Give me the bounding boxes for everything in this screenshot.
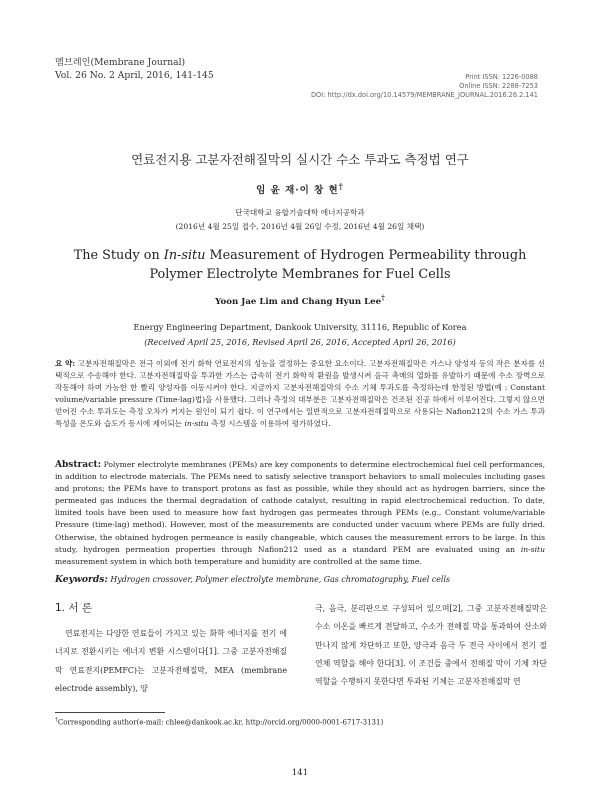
- korean-author-mark: †: [338, 182, 344, 191]
- footnote-text: Corresponding author(e-mail: chlee@dankook.ac.kr, http://orcid.org/0000-0001-6717-3131): [57, 718, 384, 727]
- keywords-text: Hydrogen crossover, Polymer electrolyte membrane, Gas chromatography, Fuel cells: [107, 575, 451, 584]
- print-issn: Print ISSN: 1226-0088: [465, 73, 538, 81]
- footnote: [55, 717, 383, 726]
- english-abstract-italic: in-situ: [520, 544, 545, 554]
- english-abstract-lead: Abstract:: [55, 460, 102, 470]
- english-authors: [0, 293, 600, 307]
- english-author-mark: †: [381, 293, 385, 302]
- korean-author-names: 임 윤 재·이 창 현: [256, 185, 339, 197]
- english-title-italic: In-situ: [163, 248, 206, 263]
- english-dates: (Received April 25, 2016, Revised April 26, 2016, Accepted April 26, 2016): [144, 337, 456, 347]
- footnote-mark: †: [55, 717, 58, 723]
- page-number: 141: [291, 768, 309, 778]
- body-right-column: [315, 600, 547, 691]
- body-left-column: [55, 600, 287, 698]
- korean-abstract-text-post: 측정 시스템을 이용하여 평가하였다.: [208, 419, 331, 429]
- english-affiliation: Energy Engineering Department, Dankook University, 31116, Republic of Korea: [133, 322, 467, 332]
- journal-identifiers: [311, 73, 538, 100]
- english-title-pre: The Study on: [73, 248, 164, 263]
- english-abstract: [55, 459, 545, 568]
- journal-header: [55, 56, 214, 82]
- korean-abstract-lead: 요 약:: [55, 359, 76, 368]
- doi-link[interactable]: DOI: http://dx.doi.org/10.14579/MEMBRANE_JOURNAL.2016.26.2.141: [310, 91, 538, 99]
- footnote-divider: [55, 712, 165, 713]
- english-author-names: Yoon Jae Lim and Chang Hyun Lee: [215, 296, 382, 307]
- korean-title: 연료전지용 고분자전해질막의 실시간 수소 투과도 측정법 연구: [131, 152, 469, 167]
- korean-dates: (2016년 4월 25일 접수, 2016년 4월 26일 수정, 2016년 4월 26일 채택): [175, 222, 425, 231]
- body-paragraph-right: 극, 음극, 분리판으로 구성되어 있으며[2], 그중 고분자전해질막은 수소 이온을 빠르게 전달하고, 수소가 전해질 막을 통과하여 산소와 만나지 않게 차단하고 또한, 양극과 음극 두 전극 사이에서 전기 절연체 역할을 해야 한다[3]. 이 조건들 중에서 전해질 막이 기체 차단 역할을 수행하지 못한다면 투과된 기체는 고분자전해질막 연: [315, 604, 547, 687]
- section-heading: 1. 서 론: [55, 602, 92, 614]
- korean-abstract-text-pre: 고분자전해질막은 전극 이외에 전기 화학 연료전지의 성능을 결정하는 중요한 요소이다. 고분자전해질막은 가스나 양성자 등의 작은 분자를 선택적으로 수송해야 한다. 고분자전해질막을 투과한 가스는 급속히 전기 화학적 환원을 발생시켜 음극 촉매의 열화를 유발하기 때문에 수소 장벽으로 작동해야 하며 가능한 한 빨리 양성자를 이동시켜야 한다. 지금까지 고분자전해질막의 수소 기체 투과도를 측정하는데 한정된 방법(예 : Constant volume/variable pressure (Time-lag)법)을 사용했다. 그러나 측정의 대부분은 고분자전해질막은 건조된 진공 하에서 이루어진다. 그렇지 않으면 얻어진 수소 투과도는 측정 오차가 커지는 원인이 되기 쉽다. 이 연구에서는 일반적으로 고분자전해질막으로 사용되는 Nafion212의 수소 가스 투과 특성을 온도와 습도가 동시에 제어되는: [55, 359, 545, 429]
- korean-authors: [0, 182, 600, 196]
- english-title-post: Measurement of Hydrogen Permeability through Polymer Electrolyte Membranes for Fuel Cells: [149, 248, 527, 282]
- keywords-lead: Keywords:: [55, 574, 108, 585]
- english-abstract-text-post: measurement system in which both temperature and humidity are controlled at the same time.: [55, 556, 422, 566]
- keywords: [55, 574, 545, 585]
- journal-issue: Vol. 26 No. 2 April, 2016, 141-145: [55, 70, 214, 81]
- body-paragraph-left: 연료전지는 다양한 연료들이 가지고 있는 화학 에너지를 전기 에너지로 전환시키는 에너지 변환 시스템이다[1]. 그중 고분자전해질막 연료전지(PEMFC)는 고분자전해질막, MEA (membrane electrode assembly), 양: [55, 629, 287, 693]
- korean-affiliation: 단국대학교 융합기술대학 에너지공학과: [235, 208, 365, 217]
- online-issn: Online ISSN: 2288-7253: [459, 82, 538, 90]
- english-title: [60, 246, 540, 284]
- english-abstract-text-pre: Polymer electrolyte membranes (PEMs) are key components to determine electrochemical fuel cell performances, in addition to electrode materials. The PEMs need to satisfy selective transport behaviors to small molecules including gases and protons; the PEMs have to transport protons as fast as possible, while they should act as hydrogen barriers, since the permeated gas induces the thermal degradation of cathode catalyst, resulting in rapid electrochemical reduction. To date, limited tools have been used to measure how fast hydrogen gas permeates through PEMs (e.g., Constant volume/variable Pressure (time-lag) method). However, most of the measurements are conducted under vacuum where PEMs are fully dried. Otherwise, the obtained hydrogen permeance is easily changeable, which causes the measurement errors to be large. In this study, hydrogen permeation properties through Nafion212 used as a standard PEM are evaluated using an: [55, 460, 545, 554]
- korean-abstract: [55, 358, 545, 431]
- korean-abstract-italic: in-situ: [184, 419, 209, 429]
- journal-name: 멤브레인(Membrane Journal): [55, 57, 186, 68]
